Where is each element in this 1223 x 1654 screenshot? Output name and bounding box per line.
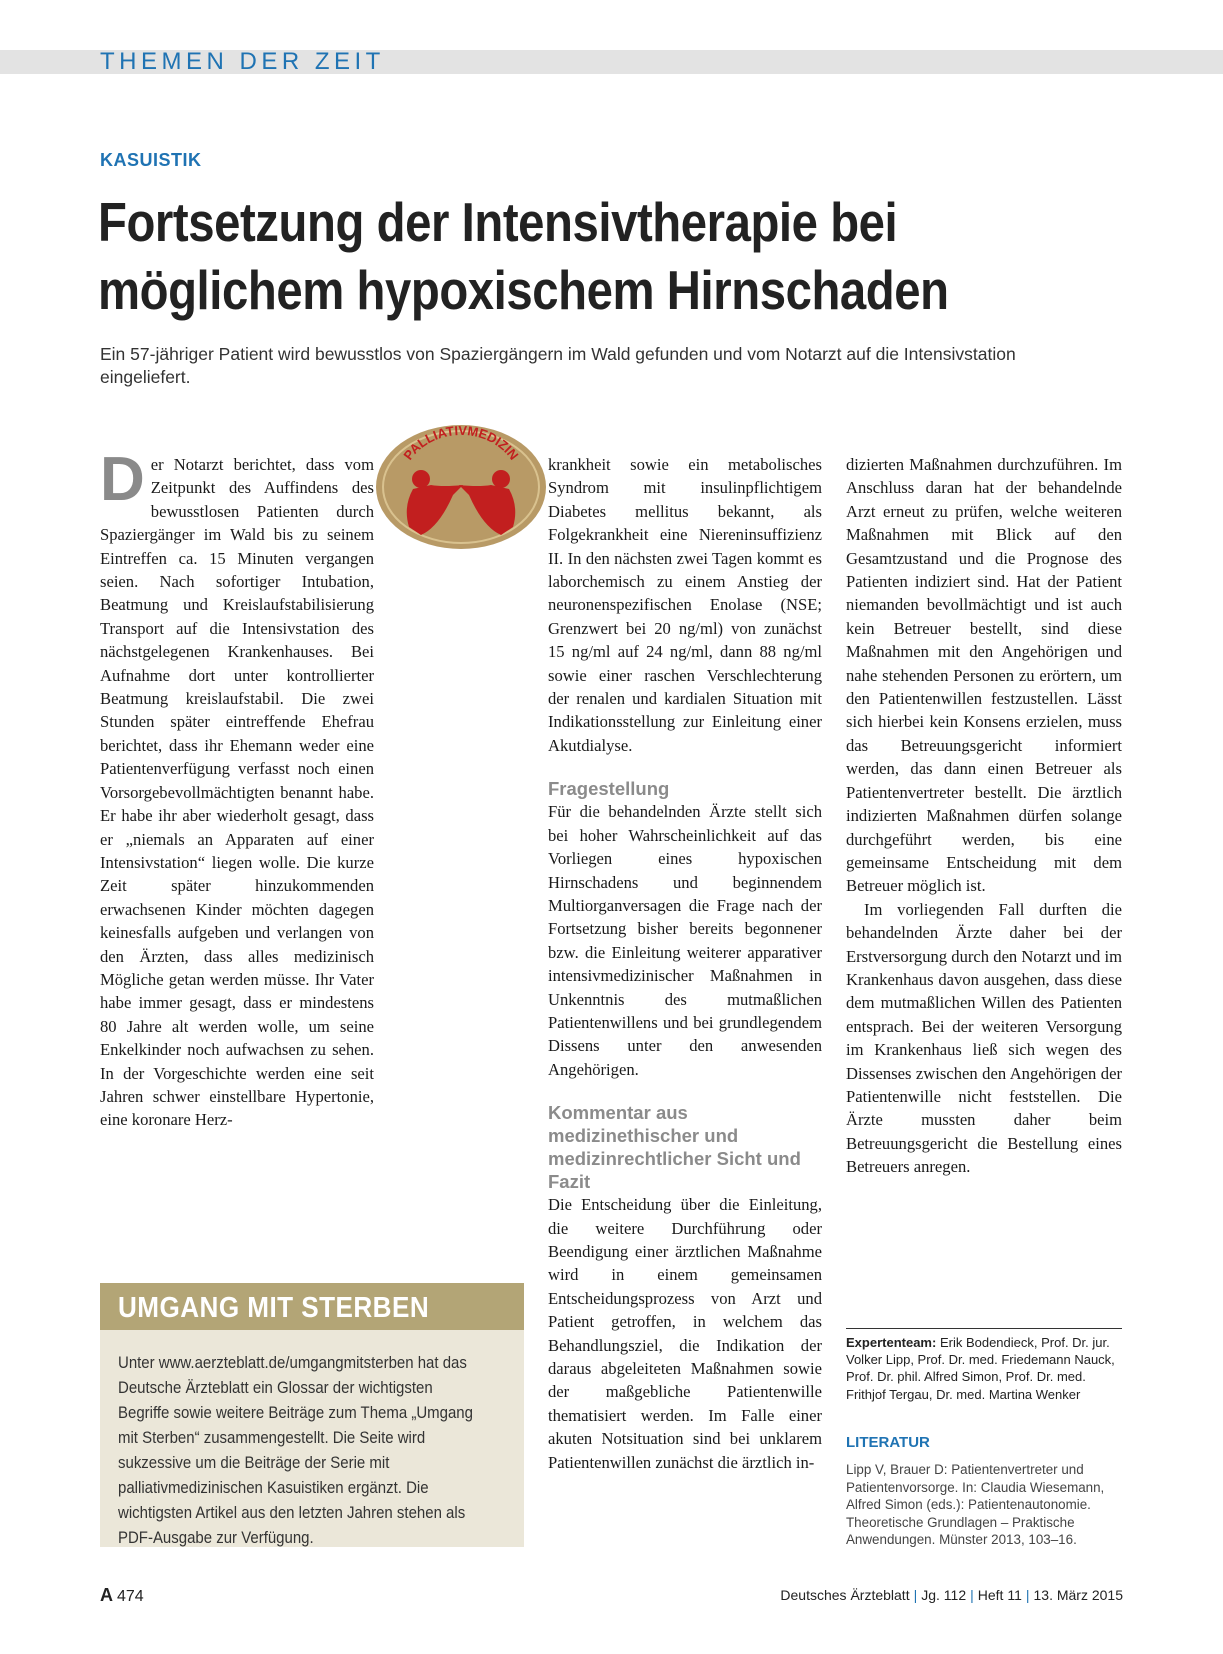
article-title: Fortsetzung der Intensivtherapie bei möglichem hypoxischem Hirnschaden [98, 191, 949, 321]
page-number-value: 474 [117, 1588, 144, 1605]
info-box-title: UMGANG MIT STERBEN [118, 1292, 430, 1324]
article-kicker: KASUISTIK [100, 150, 202, 170]
text-column-3 [846, 453, 1122, 1179]
info-box-text: Unter www.aerzteblatt.de/umgangmitsterben hat das Deutsche Ärzteblatt ein Glossar der wichtigsten Begriffe sowie weitere Beiträge zum Thema „Umgang mit Sterben“ zusammengestellt. Die Seite wird sukzessive um die Beiträge der Serie mit palliativmedizinischen Kasuistiken ergänzt. Die wichtigsten Artikel aus den letzten Jahren stehen als PDF-Ausgabe zur Verfügung. [118, 1354, 473, 1547]
article-lead: Ein 57-jähriger Patient wird bewusstlos von Spaziergängern im Wald gefunden und vom Notarzt auf die Intensivstation eingeliefert. [100, 344, 1016, 387]
text-column-1 [100, 445, 374, 1132]
subheading-fragestellung: Fragestellung [548, 778, 670, 800]
drop-cap: D [100, 445, 145, 514]
expert-team-label: Expertenteam: [846, 1335, 937, 1350]
expert-team [846, 1328, 1122, 1403]
body-paragraph: Die Entscheidung über die Einleitung, die weitere Durchführung oder Beendigung einer ärztlichen Maßnahme wird in einem gemeinsamen Entscheidungsprozess von Arzt und Patient getroffen, in welchem das Behandlungsziel, die Indikation der daraus abgeleiteten Maßnahmen sowie der maßgebliche Patientenwille thematisiert werden. Im Falle einer akuten Notsituation sind bei unklarem Patientenwillen zunächst die ärztlich in- [548, 1195, 822, 1472]
body-paragraph [100, 445, 374, 1132]
journal-issue: Heft 11 [977, 1587, 1022, 1603]
body-paragraph: Für die behandelnden Ärzte stellt sich bei hoher Wahrscheinlichkeit auf das Vorliegen eines hypoxischen Hirnschadens und beginnendem Multiorganversagen die Frage nach der Fortsetzung bisher bereits begonnener bzw. die Einleitung weiterer apparativer intensivmedizinischer Maßnahmen in Unkenntnis des mutmaßlichen Patientenwillens und bei grundlegendem Dissens unter den anwesenden Angehörigen. [548, 802, 822, 1079]
separator: | [1025, 1587, 1030, 1603]
literature-text: Lipp V, Brauer D: Patientenvertreter und Patientenvorsorge. In: Claudia Wiesemann, Alfred Simon (eds.): Patientenautonomie. Theoretische Grundlagen – Praktische Anwendungen. Münster 2013, 103–16. [846, 1462, 1105, 1547]
info-box-header [100, 1283, 524, 1330]
page-prefix: A [100, 1585, 113, 1605]
journal-date: 13. März 2015 [1033, 1587, 1123, 1603]
body-paragraph: Im vorliegenden Fall durften die behandelnden Ärzte daher bei der Erstversorgung durch den Notarzt und im Krankenhaus davon ausgehen, dass diese dem mutmaßlichen Willen des Patienten entsprach. Bei der weiteren Versorgung im Krankenhaus ließ sich wegen des Dissenses zwischen den Angehörigen der Patientenwille nicht feststellen. Die Ärzte mussten daher beim Betreuungsgericht die Bestellung eines Betreuers anregen. [846, 899, 1122, 1177]
journal-volume: Jg. 112 [921, 1587, 967, 1603]
page-number [100, 1585, 144, 1606]
info-box [100, 1283, 524, 1547]
subheading-kommentar: Kommentar aus medizinethischer und medizinrechtlicher Sicht und Fazit [548, 1102, 801, 1193]
literature-heading: LITERATUR [846, 1434, 930, 1451]
separator: | [970, 1587, 974, 1603]
body-paragraph: krankheit sowie ein metabolisches Syndrom mit insulinpflichtigem Diabetes mellitus bekannt, als Folgekrankheit eine Niereninsuffizienz II. In den nächsten zwei Tagen kommt es laborchemisch zu einem Anstieg der neuronenspezifischen Enolase (NSE; Grenzwert bei 20 ng/ml) von zunächst 15 ng/ml auf 24 ng/ml, dann 88 ng/ml sowie einer raschen Verschlechterung der renalen und kardialen Situation mit Indikationsstellung zur Einleitung einer Akutdialyse. [548, 455, 822, 755]
journal-name: Deutsches Ärzteblatt [780, 1587, 910, 1603]
logo-text: PALLIATIVMEDIZIN [400, 423, 522, 463]
separator: | [913, 1587, 918, 1603]
text-column-2 [548, 453, 822, 1474]
body-paragraph: dizierten Maßnahmen durchzuführen. Im Anschluss daran hat der behandelnde Arzt erneut zu prüfen, welche weiteren Maßnahmen mit Blick auf den Gesamtzustand und die Prognose des Patienten indiziert sind. Hat der Patient niemanden bevollmächtigt und ist auch kein Betreuer bestellt, sind diese Maßnahmen mit den Angehörigen und nahe stehenden Personen zu erörtern, um den Patientenwillen festzustellen. Lässt sich hierbei kein Konsens erzielen, muss das Betreuungsgericht informiert werden, das dann einen Betreuer als Patientenvertreter bestellt. Die ärztlich indizierten Maßnahmen dürfen solange durchgeführt werden, bis eine gemeinsame Entscheidung mit dem Betreuer möglich ist. [846, 455, 1122, 896]
footer-citation [780, 1587, 1123, 1603]
palliativmedizin-logo [373, 423, 549, 551]
section-label: THEMEN DER ZEIT [100, 48, 385, 75]
expert-team-names: Erik Bodendieck, Prof. Dr. jur. Volker Lipp, Prof. Dr. med. Friedemann Nauck, Prof. Dr. phil. Alfred Simon, Prof. Dr. med. Frithjof Tergau, Dr. med. Martina Wenker [846, 1335, 1115, 1402]
body-text: er Notarzt berichtet, dass vom Zeitpunkt des Auffindens des bewusstlosen Patienten durch Spaziergänger im Wald bis zu seinem Eintreffen ca. 15 Minuten vergangen seien. Nach sofortiger Intubation, Beatmung und Kreislaufstabilisierung Transport auf die Intensivstation des nächstgelegenen Krankenhauses. Bei Aufnahme dort unter kontrollierter Beatmung kreislaufstabil. Die zwei Stunden später eintreffende Ehefrau berichtet, dass ihr Ehemann weder eine Patientenverfügung verfasst noch einen Vorsorgebevollmächtigten benannt habe. Er habe ihr aber wiederholt gesagt, dass er „niemals an Apparaten auf einer Intensivstation“ liegen wolle. Die kurze Zeit später hinzukommenden erwachsenen Kinder möchten dagegen keinesfalls aufgeben und verlangen von den Ärzten, dass alles medizinisch Mögliche getan werden müsse. Ihr Vater habe immer gesagt, dass er mindestens 80 Jahre alt werden wolle, um seine Enkelkinder noch aufwachsen zu sehen. In der Vorgeschichte werden eine seit Jahren schwer einstellbare Hypertonie, eine koronare Herz- [100, 455, 374, 1130]
